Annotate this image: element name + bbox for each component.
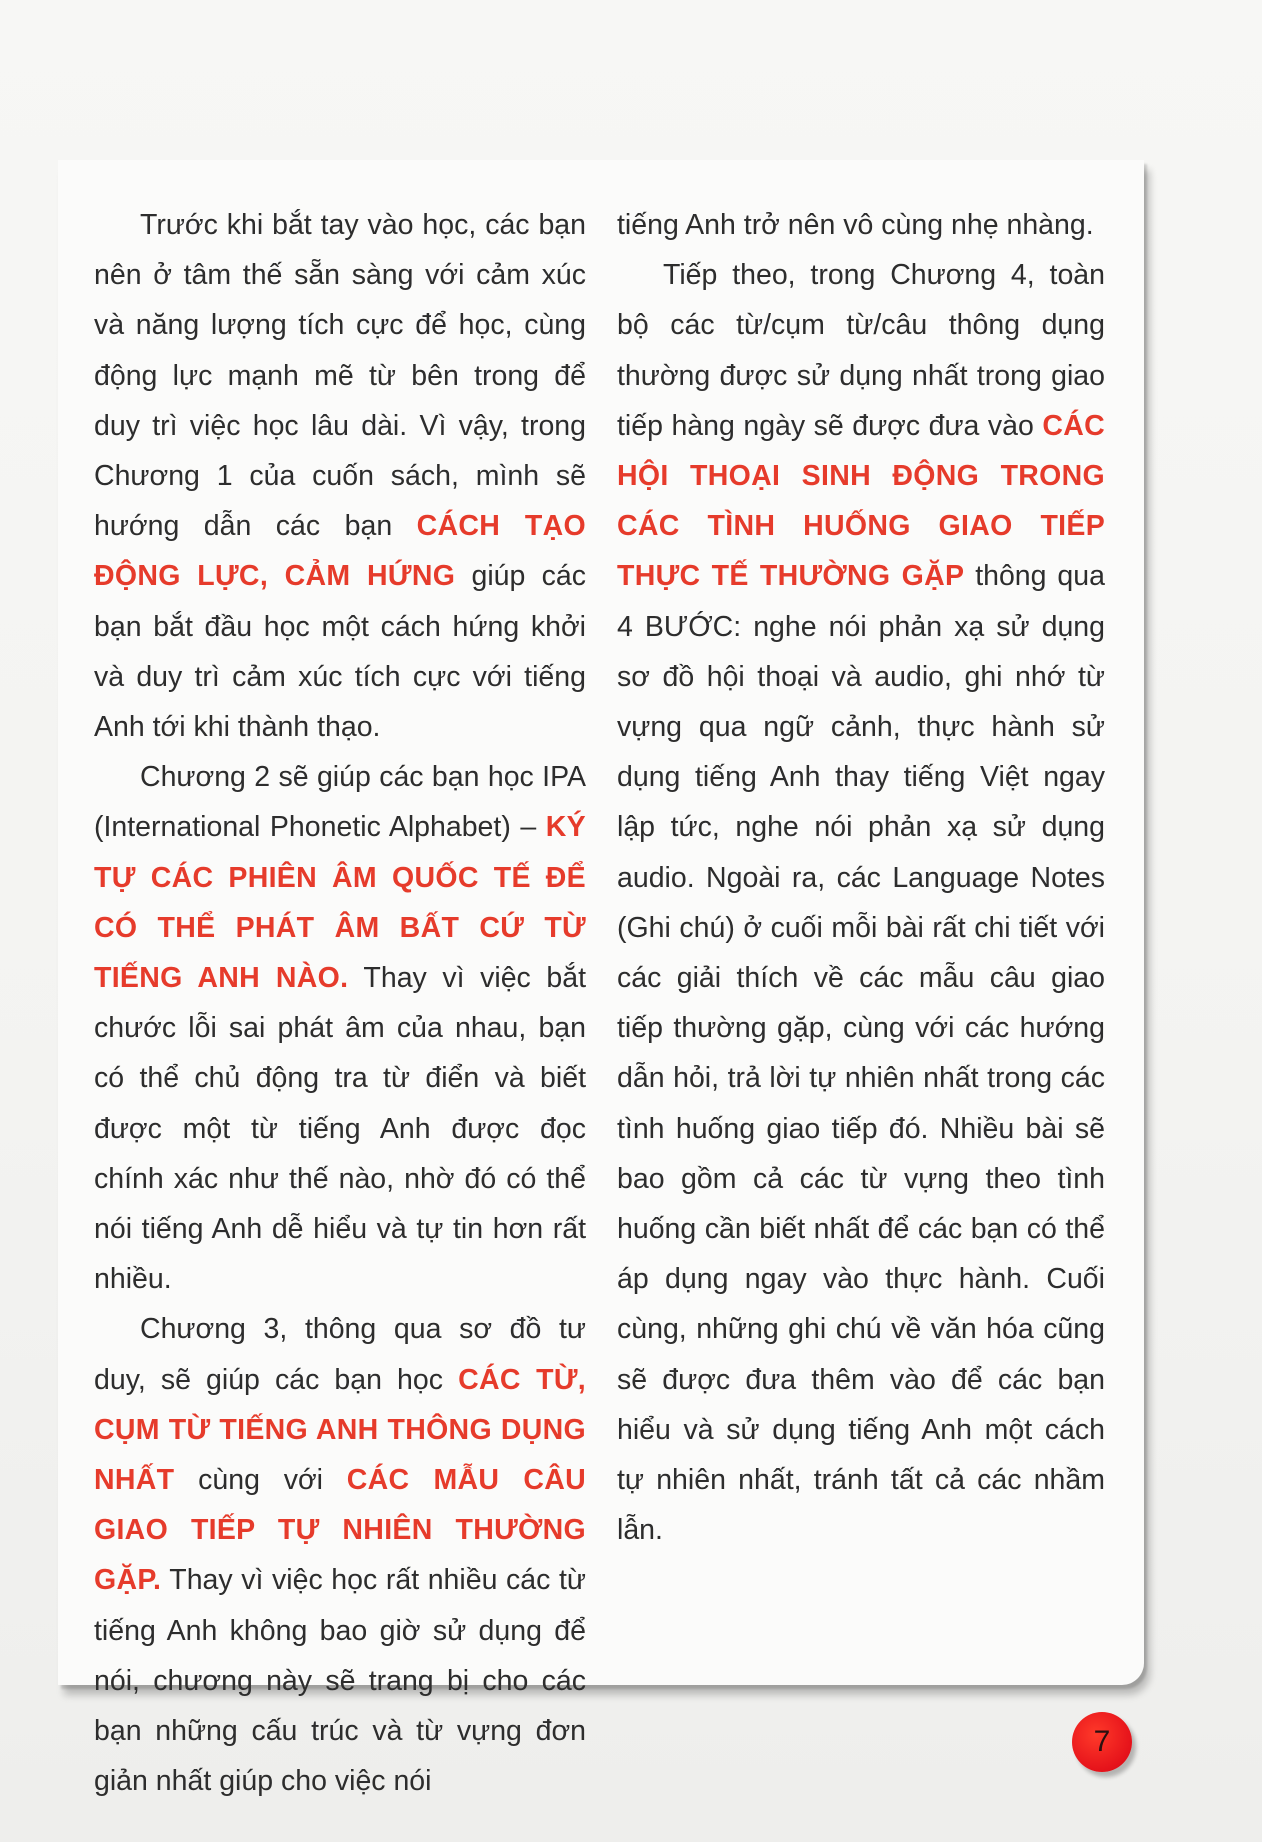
paragraph-chapter-3 [94, 1304, 586, 1806]
paragraph-continuation: tiếng Anh trở nên vô cùng nhẹ nhàng. [617, 209, 1094, 241]
text-run: Chương 3, thông qua sơ đồ tư duy, sẽ giúp các bạn học [94, 1313, 586, 1396]
paragraph-chapter-4 [617, 250, 1105, 1555]
highlight-dialogues: CÁC HỘI THOẠI SINH ĐỘNG TRONG CÁC TÌNH HUỐNG GIAO TIẾP THỰC TẾ THƯỜNG GẶP [617, 409, 1105, 593]
paragraph-chapter-2 [94, 752, 586, 1304]
text-run: Chương 2 sẽ giúp các bạn học IPA (International Phonetic Alphabet) – [94, 761, 586, 844]
text-run: Tiếp theo, trong Chương 4, toàn bộ các từ/cụm từ/câu thông dụng thường được sử dụng nhất trong giao tiếp hàng ngày sẽ được đưa vào [617, 259, 1105, 442]
text-run: thông qua 4 BƯỚC: nghe nói phản xạ sử dụng sơ đồ hội thoại và audio, ghi nhớ từ vựng qua ngữ cảnh, thực hành sử dụng tiếng Anh thay tiếng Việt ngay lập tức, nghe nói phản xạ sử dụng audio. Ngoài ra, các Language Notes (Ghi chú) ở cuối mỗi bài rất chi tiết với các giải thích về các mẫu câu giao tiếp thường gặp, cùng với các hướng dẫn hỏi, trả lời tự nhiên nhất trong các tình huống giao tiếp đó. Nhiều bài sẽ bao gồm cả các từ vựng theo tình huống cần biết nhất để các bạn có thể áp dụng ngay vào thực hành. Cuối cùng, những ghi chú về văn hóa cũng sẽ được đưa thêm vào để các bạn hiểu và sử dụng tiếng Anh một cách tự nhiên nhất, tránh tất cả các nhầm lẫn. [617, 560, 1105, 1547]
page-number-badge: 7 [1072, 1712, 1132, 1772]
paragraph-chapter-1 [94, 200, 586, 752]
right-column [617, 200, 1105, 1555]
highlight-common-words: CÁC TỪ, CỤM TỪ TIẾNG ANH THÔNG DỤNG NHẤT [94, 1363, 586, 1497]
text-run: Thay vì việc bắt chước lỗi sai phát âm của nhau, bạn có thể chủ động tra từ điển và biết được một từ tiếng Anh được đọc chính xác như thế nào, nhờ đó có thể nói tiếng Anh dễ hiểu và tự tin hơn rất nhiều. [94, 962, 586, 1296]
text-run: Trước khi bắt tay vào học, các bạn nên ở tâm thế sẵn sàng với cảm xúc và năng lượng tích cực để học, cùng động lực mạnh mẽ từ bên trong để duy trì việc học lâu dài. Vì vậy, trong Chương 1 của cuốn sách, mình sẽ hướng dẫn các bạn [94, 209, 586, 543]
text-run: Thay vì việc học rất nhiều các từ tiếng Anh không bao giờ sử dụng để nói, chương này sẽ trang bị cho các bạn những cấu trúc và từ vựng đơn giản nhất giúp cho việc nói [94, 1564, 586, 1798]
text-run: giúp các bạn bắt đầu học một cách hứng khởi và duy trì cảm xúc tích cực với tiếng Anh tới khi thành thạo. [94, 560, 586, 744]
highlight-ipa: KÝ TỰ CÁC PHIÊN ÂM QUỐC TẾ ĐỂ CÓ THỂ PHÁT ÂM BẤT CỨ TỪ TIẾNG ANH NÀO. [94, 811, 586, 995]
highlight-sentence-patterns: CÁC MẪU CÂU GIAO TIẾP TỰ NHIÊN THƯỜNG GẶP. [94, 1464, 586, 1597]
text-run: cùng với [174, 1464, 347, 1497]
left-column [94, 200, 586, 1807]
highlight-motivation: CÁCH TẠO ĐỘNG LỰC, CẢM HỨNG [94, 510, 586, 593]
